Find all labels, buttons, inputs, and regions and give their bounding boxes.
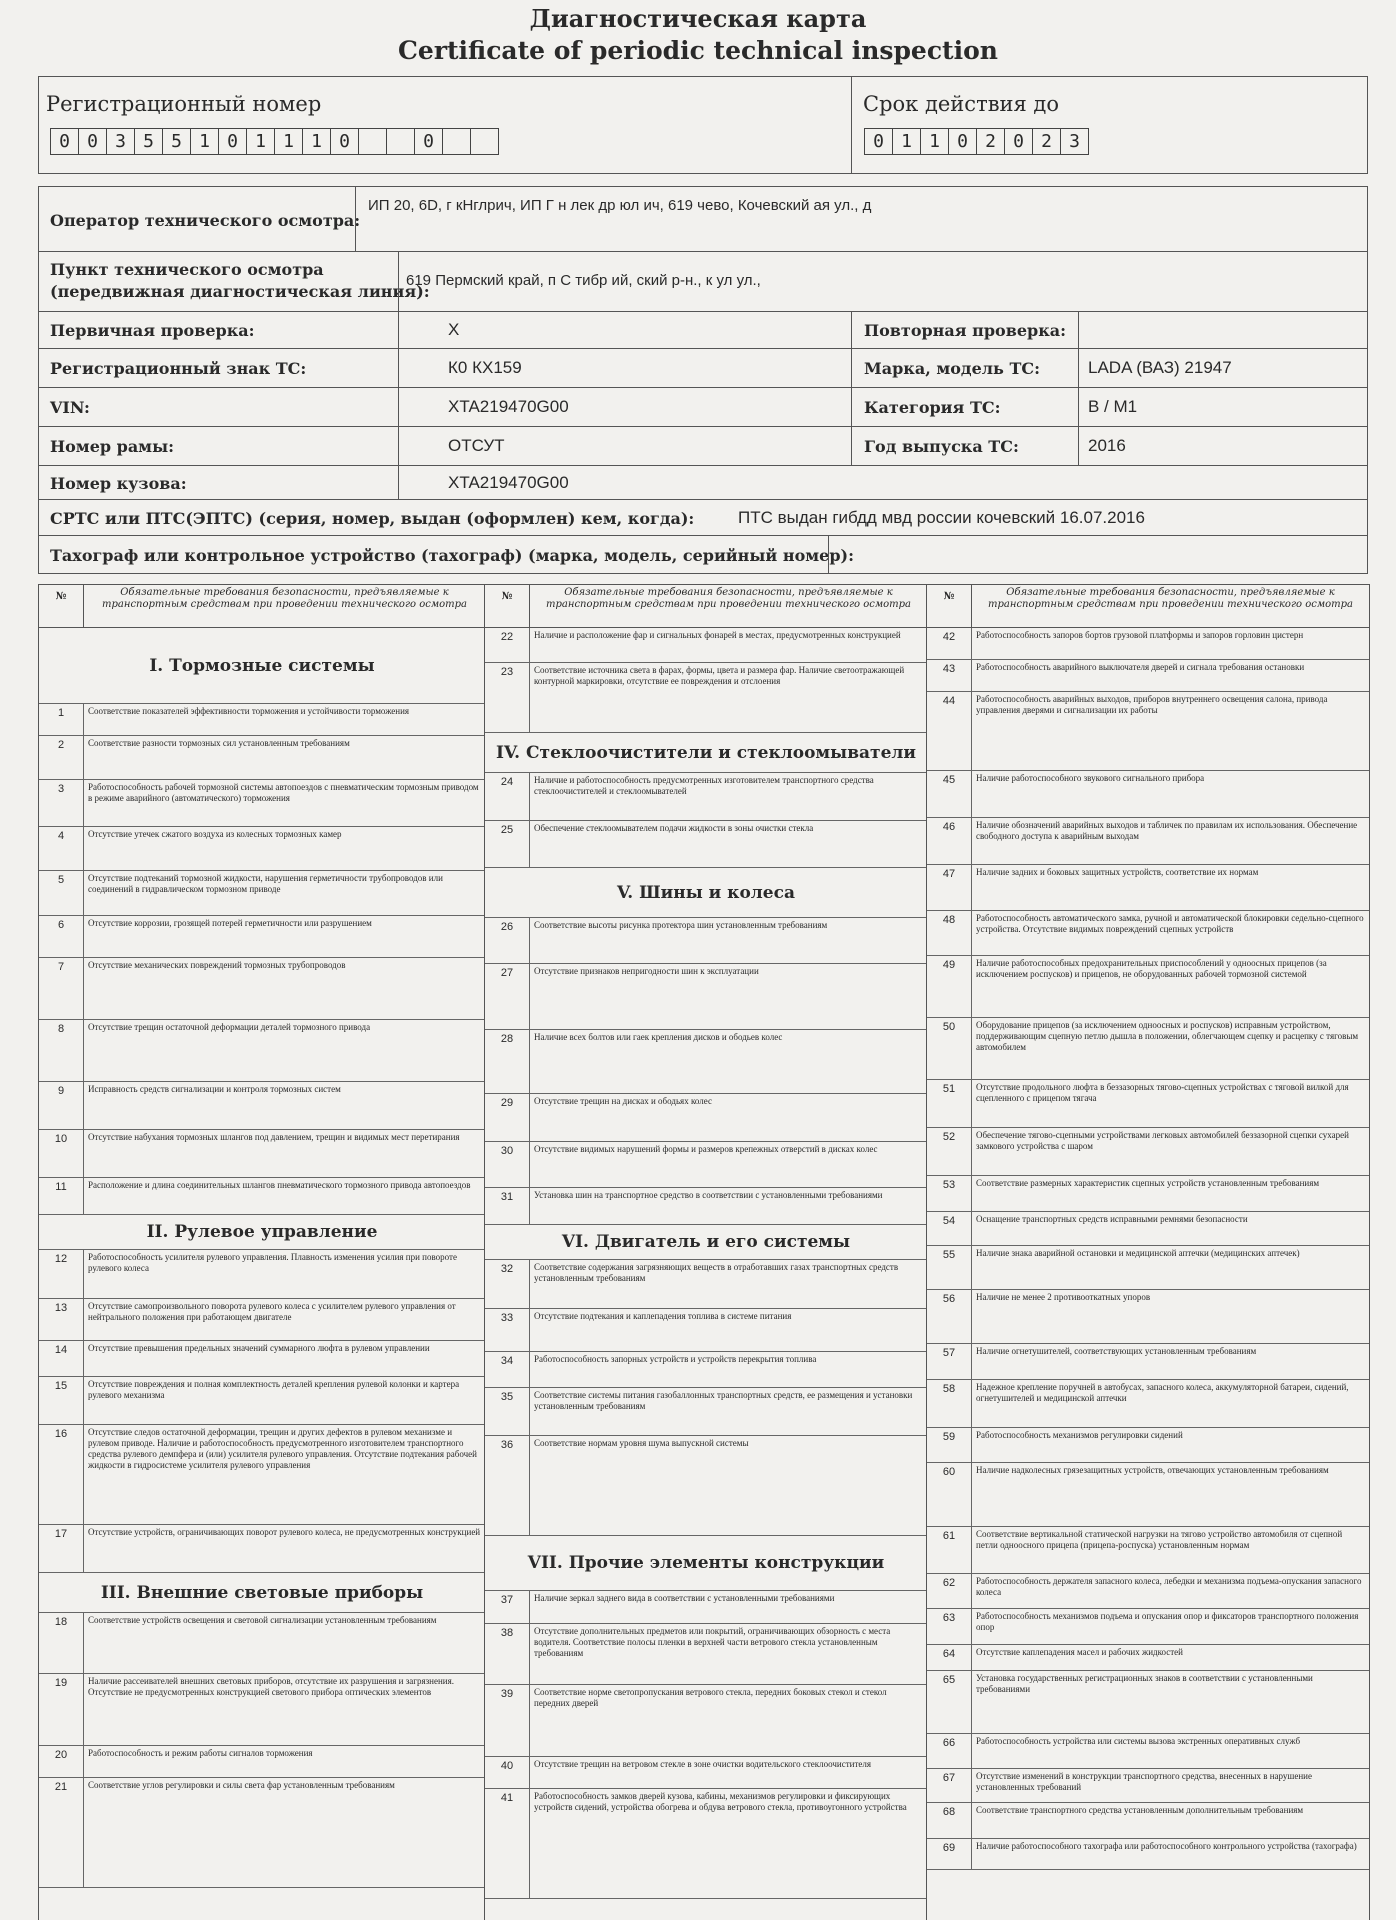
requirement-number: 3 bbox=[39, 780, 84, 826]
year-value: 2016 bbox=[1088, 436, 1126, 455]
requirement-text: Наличие и работоспособность предусмотренных изготовителем транспортного средства стеклоочистителей и стеклоомывателей bbox=[534, 775, 874, 796]
requirement-row bbox=[485, 1624, 927, 1685]
requirement-row bbox=[39, 916, 485, 958]
requirement-number: 43 bbox=[927, 660, 972, 691]
requirement-row bbox=[485, 1789, 927, 1899]
registration-digits bbox=[50, 128, 498, 155]
vin-row bbox=[38, 388, 1368, 427]
requirement-text: Надежное крепление поручней в автобусах, запасного колеса, аккумуляторной батареи, сидений, огнетушителей и медицинской аптечки bbox=[976, 1382, 1349, 1403]
requirement-number: 52 bbox=[927, 1128, 972, 1175]
requirement-row bbox=[485, 1142, 927, 1188]
requirement-text: Установка государственных регистрационных знаков в соответствии с установленными требованиями bbox=[976, 1673, 1313, 1694]
make-value: LADA (ВАЗ) 21947 bbox=[1088, 358, 1232, 377]
reg-sign-row bbox=[38, 349, 1368, 388]
requirement-number: 19 bbox=[39, 1674, 84, 1745]
requirement-text: Отсутствие самопроизвольного поворота рулевого колеса с усилителем рулевого управления от нейтрального положения при работающем двигателе bbox=[88, 1301, 456, 1322]
column-header-number: № bbox=[485, 585, 530, 627]
requirement-number: 31 bbox=[485, 1188, 530, 1224]
requirement-number: 2 bbox=[39, 736, 84, 779]
column-header-number: № bbox=[927, 585, 972, 627]
requirement-text: Наличие обозначений аварийных выходов и табличек по правилам их использования. Обеспечение свободного доступа к аварийным выходам bbox=[976, 820, 1358, 841]
requirement-number: 39 bbox=[485, 1685, 530, 1756]
requirement-text: Соответствие высоты рисунка протектора шин установленным требованиям bbox=[534, 920, 828, 930]
requirement-number: 53 bbox=[927, 1176, 972, 1211]
requirements-column-2 bbox=[484, 584, 927, 1920]
vin-value: XTA219470G00 bbox=[448, 397, 569, 416]
requirement-row bbox=[927, 1574, 1369, 1609]
requirement-number: 37 bbox=[485, 1591, 530, 1623]
requirement-row bbox=[485, 964, 927, 1030]
digit-cell bbox=[358, 128, 387, 155]
digit-cell: 1 bbox=[302, 128, 331, 155]
requirement-number: 41 bbox=[485, 1789, 530, 1898]
requirement-row bbox=[927, 1128, 1369, 1176]
digit-cell: 0 bbox=[78, 128, 107, 155]
requirement-number: 18 bbox=[39, 1613, 84, 1673]
requirement-text: Отсутствие коррозии, грозящей потерей герметичности или разрушением bbox=[88, 918, 372, 928]
requirement-number: 16 bbox=[39, 1425, 84, 1524]
section-title: I. Тормозные системы bbox=[39, 628, 485, 704]
requirements-column-3 bbox=[926, 584, 1370, 1920]
requirement-number: 27 bbox=[485, 964, 530, 1029]
requirement-number: 8 bbox=[39, 1020, 84, 1081]
requirement-row bbox=[927, 1428, 1369, 1463]
frame-value: ОТСУТ bbox=[448, 436, 505, 455]
requirement-text: Соответствие углов регулировки и силы света фар установленным требованиям bbox=[88, 1780, 395, 1790]
requirement-number: 29 bbox=[485, 1094, 530, 1141]
requirement-number: 54 bbox=[927, 1212, 972, 1245]
requirement-text: Наличие работоспособного тахографа или работоспособного контрольного устройства (тахографа) bbox=[976, 1841, 1357, 1851]
operator-row bbox=[38, 186, 1368, 252]
requirement-row bbox=[927, 956, 1369, 1018]
requirement-text: Отсутствие подтекания и каплепадения топлива в системе питания bbox=[534, 1311, 792, 1321]
section-title: II. Рулевое управление bbox=[39, 1215, 485, 1250]
requirement-text: Соответствие содержания загрязняющих веществ в отработавших газах транспортных средств установленным требованиям bbox=[534, 1262, 899, 1283]
tacho-label: Тахограф или контрольное устройство (тахограф) (марка, модель, серийный номер): bbox=[50, 546, 854, 565]
requirement-text: Отсутствие трещин остаточной деформации деталей тормозного привода bbox=[88, 1022, 371, 1032]
requirement-row bbox=[39, 1778, 485, 1888]
requirement-text: Соответствие разности тормозных сил установленным требованиям bbox=[88, 738, 350, 748]
requirement-row bbox=[485, 1188, 927, 1225]
requirement-number: 17 bbox=[39, 1525, 84, 1572]
make-label: Марка, модель ТС: bbox=[864, 359, 1040, 378]
requirement-row bbox=[39, 1613, 485, 1674]
requirement-text: Работоспособность аварийных выходов, приборов внутреннего освещения салона, привода управления дверями и сигнализации их работы bbox=[976, 694, 1328, 715]
requirement-number: 66 bbox=[927, 1734, 972, 1768]
requirement-text: Исправность средств сигнализации и контроля тормозных систем bbox=[88, 1084, 341, 1094]
requirement-row bbox=[927, 1769, 1369, 1803]
requirement-number: 10 bbox=[39, 1130, 84, 1177]
requirement-text: Работоспособность запорных устройств и устройств перекрытия топлива bbox=[534, 1354, 817, 1364]
requirement-number: 24 bbox=[485, 773, 530, 820]
column-header-text: Обязательные требования безопасности, предъявляемые к транспортным средствам при проведении технического осмотра bbox=[988, 587, 1353, 610]
requirement-text: Отсутствие признаков непригодности шин к эксплуатации bbox=[534, 966, 759, 976]
requirement-text: Отсутствие каплепадения масел и рабочих жидкостей bbox=[976, 1647, 1183, 1657]
column-header bbox=[927, 584, 1369, 628]
digit-cell: 1 bbox=[274, 128, 303, 155]
requirement-number: 23 bbox=[485, 663, 530, 732]
digit-cell: 0 bbox=[1004, 128, 1033, 155]
requirement-row bbox=[927, 911, 1369, 956]
requirement-number: 62 bbox=[927, 1574, 972, 1608]
digit-cell: 0 bbox=[948, 128, 977, 155]
requirement-number: 4 bbox=[39, 827, 84, 870]
srts-label: СРТС или ПТС(ЭПТС) (серия, номер, выдан (оформлен) кем, когда): bbox=[50, 509, 695, 528]
requirement-row bbox=[485, 1388, 927, 1436]
point-label-1: Пункт технического осмотра bbox=[50, 260, 324, 279]
digit-cell bbox=[442, 128, 471, 155]
requirement-number: 61 bbox=[927, 1527, 972, 1573]
requirement-number: 64 bbox=[927, 1645, 972, 1670]
requirement-number: 59 bbox=[927, 1428, 972, 1462]
digit-cell: 0 bbox=[50, 128, 79, 155]
requirement-number: 1 bbox=[39, 704, 84, 735]
requirement-row bbox=[485, 918, 927, 964]
requirement-text: Отсутствие дополнительных предметов или покрытий, ограничивающих обзорность с места водителя. Соответствие полосы пленки в верхней части ветрового стекла установленным требованиям bbox=[534, 1626, 891, 1658]
digit-cell: 5 bbox=[162, 128, 191, 155]
requirement-text: Отсутствие механических повреждений тормозных трубопроводов bbox=[88, 960, 346, 970]
requirement-number: 22 bbox=[485, 628, 530, 662]
requirement-row bbox=[927, 1290, 1369, 1344]
digit-cell: 1 bbox=[246, 128, 275, 155]
title-ru: Диагностическая карта bbox=[529, 4, 867, 33]
requirement-number: 34 bbox=[485, 1352, 530, 1387]
validity-label: Срок действия до bbox=[863, 92, 1060, 116]
srts-value: ПТС выдан гибдд мвд россии кочевский 16.07.2016 bbox=[738, 508, 1145, 527]
requirement-row bbox=[39, 780, 485, 827]
requirement-row bbox=[39, 1130, 485, 1178]
requirement-number: 65 bbox=[927, 1671, 972, 1733]
requirement-number: 48 bbox=[927, 911, 972, 955]
requirement-number: 55 bbox=[927, 1246, 972, 1289]
info-divider-b bbox=[851, 312, 852, 466]
digit-cell: 3 bbox=[1060, 128, 1089, 155]
requirement-row bbox=[927, 1671, 1369, 1734]
requirement-number: 32 bbox=[485, 1260, 530, 1308]
requirement-row bbox=[485, 821, 927, 868]
requirement-text: Отсутствие повреждения и полная комплектность деталей крепления рулевой колонки и картера рулевого механизма bbox=[88, 1379, 460, 1400]
requirement-text: Соответствие устройств освещения и световой сигнализации установленным требованиям bbox=[88, 1615, 437, 1625]
requirement-number: 38 bbox=[485, 1624, 530, 1684]
requirement-row bbox=[39, 1377, 485, 1425]
frame-row bbox=[38, 427, 1368, 466]
requirement-number: 67 bbox=[927, 1769, 972, 1802]
requirement-number: 57 bbox=[927, 1344, 972, 1379]
requirement-text: Соответствие транспортного средства установленным дополнительным требованиям bbox=[976, 1805, 1304, 1815]
requirement-text: Наличие знака аварийной остановки и медицинской аптечки (медицинских аптечек) bbox=[976, 1248, 1300, 1258]
requirement-text: Отсутствие набухания тормозных шлангов под давлением, трещин и видимых мест перетирания bbox=[88, 1132, 460, 1142]
point-label-2: (передвижная диагностическая линия): bbox=[50, 282, 430, 301]
requirement-text: Установка шин на транспортное средство в соответствии с установленными требованиями bbox=[534, 1190, 883, 1200]
requirement-row bbox=[927, 1463, 1369, 1527]
requirement-number: 60 bbox=[927, 1463, 972, 1526]
digit-cell bbox=[470, 128, 499, 155]
requirement-text: Наличие не менее 2 противооткатных упоров bbox=[976, 1292, 1151, 1302]
requirement-row bbox=[39, 958, 485, 1020]
point-row bbox=[38, 252, 1368, 312]
requirement-text: Отсутствие изменений в конструкции транспортного средства, внесенных в нарушение установленных требований bbox=[976, 1771, 1312, 1792]
requirement-text: Работоспособность держателя запасного колеса, лебедки и механизма подъема-опускания запасного колеса bbox=[976, 1576, 1362, 1597]
requirement-number: 35 bbox=[485, 1388, 530, 1435]
requirement-text: Отсутствие продольного люфта в беззазорных тягово-сцепных устройствах с тяговой вилкой для сцепленного с прицепом тягача bbox=[976, 1082, 1349, 1103]
srts-row bbox=[38, 500, 1368, 536]
requirement-row bbox=[927, 1803, 1369, 1839]
requirement-row bbox=[485, 1352, 927, 1388]
requirement-row bbox=[39, 1082, 485, 1130]
registration-label: Регистрационный номер bbox=[46, 92, 322, 116]
body-label: Номер кузова: bbox=[50, 474, 187, 493]
requirement-number: 49 bbox=[927, 956, 972, 1017]
requirement-text: Отсутствие трещин на дисках и ободьях колес bbox=[534, 1096, 712, 1106]
requirement-number: 25 bbox=[485, 821, 530, 867]
requirement-text: Наличие всех болтов или гаек крепления дисков и ободьев колес bbox=[534, 1032, 783, 1042]
requirement-row bbox=[39, 1178, 485, 1215]
requirement-text: Наличие огнетушителей, соответствующих установленным требованиям bbox=[976, 1346, 1257, 1356]
requirement-number: 12 bbox=[39, 1250, 84, 1298]
requirement-text: Работоспособность автоматического замка, ручной и автоматической блокировки седельно-сцепного устройства. Отсутствие видимых повреждений сцепных устройств bbox=[976, 913, 1364, 934]
requirement-row bbox=[927, 1344, 1369, 1380]
requirement-row bbox=[927, 1645, 1369, 1671]
requirement-text: Оснащение транспортных средств исправными ремнями безопасности bbox=[976, 1214, 1248, 1224]
requirement-row bbox=[927, 818, 1369, 865]
requirement-row bbox=[485, 1591, 927, 1624]
requirement-row bbox=[39, 827, 485, 871]
column-header bbox=[485, 584, 927, 628]
requirement-text: Соответствие вертикальной статической нагрузки на тягово устройство автомобиля от сцепной петли одноосного прицепа (прицепа-роспуска) установленным нормам bbox=[976, 1529, 1343, 1550]
validity-digits bbox=[864, 128, 1088, 155]
requirement-text: Работоспособность устройства или системы вызова экстренных оперативных служб bbox=[976, 1736, 1301, 1746]
requirement-number: 42 bbox=[927, 628, 972, 659]
requirement-number: 69 bbox=[927, 1839, 972, 1869]
requirement-row bbox=[39, 1525, 485, 1573]
requirement-text: Отсутствие утечек сжатого воздуха из колесных тормозных камер bbox=[88, 829, 342, 839]
requirement-row bbox=[927, 1380, 1369, 1428]
requirement-text: Работоспособность усилителя рулевого управления. Плавность изменения усилия при повороте рулевого колеса bbox=[88, 1252, 457, 1273]
requirement-text: Работоспособность механизмов регулировки сидений bbox=[976, 1430, 1183, 1440]
requirement-row bbox=[485, 1260, 927, 1309]
requirement-number: 63 bbox=[927, 1609, 972, 1644]
primary-value: X bbox=[448, 320, 460, 339]
requirement-row bbox=[927, 1018, 1369, 1080]
digit-cell: 0 bbox=[218, 128, 247, 155]
category-label: Категория ТС: bbox=[864, 398, 1001, 417]
requirement-row bbox=[927, 660, 1369, 692]
column-header-text: Обязательные требования безопасности, предъявляемые к транспортным средствам при проведении технического осмотра bbox=[546, 587, 911, 610]
requirement-text: Соответствие показателей эффективности торможения и устойчивости торможения bbox=[88, 706, 410, 716]
section-title: VI. Двигатель и его системы bbox=[485, 1225, 927, 1260]
requirement-text: Работоспособность запоров бортов грузовой платформы и запоров горловин цистерн bbox=[976, 630, 1304, 640]
registration-box bbox=[38, 76, 1368, 174]
requirement-number: 58 bbox=[927, 1380, 972, 1427]
requirement-text: Отсутствие трещин на ветровом стекле в зоне очистки водительского стеклоочистителя bbox=[534, 1759, 872, 1769]
requirement-number: 21 bbox=[39, 1778, 84, 1887]
tacho-divider bbox=[828, 536, 829, 574]
requirement-row bbox=[927, 1080, 1369, 1128]
point-divider bbox=[398, 252, 399, 312]
requirement-text: Оборудование прицепов (за исключением одноосных и роспусков) исправным устройством, поддерживающим сцепную петлю дышла в положении, облегчающем сцепку и расцепку с тяговым автомобилем bbox=[976, 1020, 1359, 1052]
requirement-row bbox=[485, 1030, 927, 1094]
requirement-row bbox=[485, 663, 927, 733]
requirement-row bbox=[39, 1020, 485, 1082]
requirement-row bbox=[39, 1425, 485, 1525]
requirement-text: Соответствие норме светопропускания ветрового стекла, передних боковых стекол и стекол передних дверей bbox=[534, 1687, 887, 1708]
requirement-row bbox=[39, 871, 485, 916]
requirement-text: Наличие рассеивателей внешних световых приборов, отсутствие их разрушения и загрязнения. Отсутствие не предусмотренных конструкцией светового прибора оптических элементов bbox=[88, 1676, 454, 1697]
vin-label: VIN: bbox=[50, 398, 90, 417]
requirement-text: Обеспечение тягово-сцепными устройствами легковых автомобилей беззазорной сцепки сухарей замкового устройства с шаром bbox=[976, 1130, 1349, 1151]
requirement-row bbox=[927, 1212, 1369, 1246]
digit-cell: 5 bbox=[134, 128, 163, 155]
requirement-number: 40 bbox=[485, 1757, 530, 1788]
digit-cell: 0 bbox=[414, 128, 443, 155]
requirement-row bbox=[39, 1250, 485, 1299]
requirement-number: 44 bbox=[927, 692, 972, 770]
digit-cell: 1 bbox=[892, 128, 921, 155]
body-row bbox=[38, 466, 1368, 500]
reg-sign-value: К0 КХ159 bbox=[448, 358, 522, 377]
requirement-number: 28 bbox=[485, 1030, 530, 1093]
requirement-number: 56 bbox=[927, 1290, 972, 1343]
requirement-number: 30 bbox=[485, 1142, 530, 1187]
requirement-text: Соответствие системы питания газобаллонных транспортных средств, ее размещения и установки установленным требованиям bbox=[534, 1390, 913, 1411]
requirement-text: Отсутствие превышения предельных значений суммарного люфта в рулевом управлении bbox=[88, 1343, 430, 1353]
registration-divider bbox=[851, 76, 852, 174]
requirement-number: 68 bbox=[927, 1803, 972, 1838]
digit-cell: 0 bbox=[330, 128, 359, 155]
requirement-number: 26 bbox=[485, 918, 530, 963]
requirements-column-1 bbox=[38, 584, 485, 1920]
section-title: IV. Стеклоочистители и стеклоомыватели bbox=[485, 733, 927, 773]
requirement-text: Отсутствие устройств, ограничивающих поворот рулевого колеса, не предусмотренных конструкцией bbox=[88, 1527, 481, 1537]
requirement-row bbox=[485, 1309, 927, 1352]
column-header-text: Обязательные требования безопасности, предъявляемые к транспортным средствам при проведении технического осмотра bbox=[102, 587, 467, 610]
primary-row bbox=[38, 312, 1368, 349]
requirement-number: 51 bbox=[927, 1080, 972, 1127]
requirement-row bbox=[927, 865, 1369, 911]
requirement-row bbox=[485, 1436, 927, 1536]
digit-cell: 0 bbox=[864, 128, 893, 155]
tacho-row bbox=[38, 536, 1368, 574]
section-title: VII. Прочие элементы конструкции bbox=[485, 1536, 927, 1591]
requirement-number: 13 bbox=[39, 1299, 84, 1340]
info-divider-c bbox=[1078, 312, 1079, 466]
requirement-row bbox=[485, 1757, 927, 1789]
requirement-row bbox=[927, 692, 1369, 771]
column-header-number: № bbox=[39, 585, 84, 627]
digit-cell bbox=[386, 128, 415, 155]
requirement-number: 46 bbox=[927, 818, 972, 864]
requirement-row bbox=[39, 1746, 485, 1778]
requirement-text: Работоспособность аварийного выключателя дверей и сигнала требования остановки bbox=[976, 662, 1305, 672]
operator-divider bbox=[355, 186, 356, 252]
requirement-row bbox=[39, 1299, 485, 1341]
requirement-text: Соответствие нормам уровня шума выпускной системы bbox=[534, 1438, 749, 1448]
requirement-row bbox=[39, 736, 485, 780]
requirement-number: 45 bbox=[927, 771, 972, 817]
requirement-text: Наличие зеркал заднего вида в соответствии с установленными требованиями bbox=[534, 1593, 835, 1603]
category-value: B / M1 bbox=[1088, 397, 1138, 416]
requirement-number: 36 bbox=[485, 1436, 530, 1535]
requirement-text: Соответствие размерных характеристик сцепных устройств установленным требованиям bbox=[976, 1178, 1320, 1188]
title-en: Certificate of periodic technical inspection bbox=[398, 36, 998, 65]
requirement-number: 6 bbox=[39, 916, 84, 957]
column-header bbox=[39, 584, 485, 628]
requirement-text: Работоспособность механизмов подъема и опускания опор и фиксаторов транспортного положения опор bbox=[976, 1611, 1359, 1632]
requirement-text: Наличие работоспособных предохранительных приспособлений у одноосных прицепов (за исключением роспусков) и прицепов, не оборудованных рабочей тормозной системой bbox=[976, 958, 1327, 979]
section-title: III. Внешние световые приборы bbox=[39, 1573, 485, 1613]
reg-sign-label: Регистрационный знак ТС: bbox=[50, 359, 307, 378]
requirement-number: 7 bbox=[39, 958, 84, 1019]
requirement-row bbox=[927, 1609, 1369, 1645]
requirement-text: Отсутствие видимых нарушений формы и размеров крепежных отверстий в дисках колес bbox=[534, 1144, 878, 1154]
section-title: V. Шины и колеса bbox=[485, 868, 927, 918]
requirement-text: Отсутствие следов остаточной деформации, трещин и других дефектов в рулевом механизме и рулевом приводе. Наличие и работоспособность предусмотренного изготовителем транспортного средства рулевого демпфера и (или) усилителя рулевого управления. Отсутствие подтекания рабочей жидкости в гидросистеме усилителя рулевого управления bbox=[88, 1427, 477, 1470]
requirement-text: Наличие и расположение фар и сигнальных фонарей в местах, предусмотренных конструкцией bbox=[534, 630, 901, 640]
requirement-row bbox=[927, 1734, 1369, 1769]
requirement-number: 47 bbox=[927, 865, 972, 910]
requirement-text: Отсутствие подтеканий тормозной жидкости, нарушения герметичности трубопроводов или соединений в гидравлическом тормозном приводе bbox=[88, 873, 443, 894]
operator-label: Оператор технического осмотра: bbox=[50, 211, 361, 230]
requirement-number: 15 bbox=[39, 1377, 84, 1424]
requirement-row bbox=[927, 1246, 1369, 1290]
requirement-row bbox=[927, 1839, 1369, 1870]
year-label: Год выпуска ТС: bbox=[864, 437, 1019, 456]
primary-label: Первичная проверка: bbox=[50, 321, 255, 340]
digit-cell: 2 bbox=[976, 128, 1005, 155]
requirement-row bbox=[485, 773, 927, 821]
requirement-text: Наличие надколесных грязезащитных устройств, отвечающих установленным требованиям bbox=[976, 1465, 1329, 1475]
requirement-row bbox=[927, 1176, 1369, 1212]
operator-value: ИП 20, 6D, г кНглрич, ИП Г н лек др юл ич, 619 чево, Кочевский ая ул., д bbox=[368, 197, 872, 214]
requirement-row bbox=[485, 628, 927, 663]
requirement-text: Обеспечение стеклоомывателем подачи жидкости в зоны очистки стекла bbox=[534, 823, 814, 833]
requirement-number: 9 bbox=[39, 1082, 84, 1129]
requirement-row bbox=[485, 1094, 927, 1142]
requirement-text: Наличие задних и боковых защитных устройств, соответствие их нормам bbox=[976, 867, 1259, 877]
requirement-row bbox=[927, 771, 1369, 818]
point-value: 619 Пермский край, п С тибр ий, ский р-н., к ул ул., bbox=[406, 272, 761, 289]
info-divider-a bbox=[398, 312, 399, 500]
digit-cell: 3 bbox=[106, 128, 135, 155]
requirement-text: Работоспособность и режим работы сигналов торможения bbox=[88, 1748, 313, 1758]
requirement-number: 5 bbox=[39, 871, 84, 915]
digit-cell: 1 bbox=[190, 128, 219, 155]
requirement-text: Соответствие источника света в фарах, формы, цвета и размера фар. Наличие светоотражающей контурной маркировки, отсутствие ее повреждения и отслоения bbox=[534, 665, 905, 686]
repeat-label: Повторная проверка: bbox=[864, 321, 1067, 340]
requirement-row bbox=[927, 1527, 1369, 1574]
requirement-number: 33 bbox=[485, 1309, 530, 1351]
requirement-row bbox=[39, 1341, 485, 1377]
requirement-row bbox=[39, 704, 485, 736]
body-value: XTA219470G00 bbox=[448, 473, 569, 492]
requirement-text: Работоспособность рабочей тормозной системы автопоездов с пневматическим тормозным приводом в режиме аварийного (автоматического) торможения bbox=[88, 782, 479, 803]
digit-cell: 1 bbox=[920, 128, 949, 155]
frame-label: Номер рамы: bbox=[50, 437, 175, 456]
requirement-number: 14 bbox=[39, 1341, 84, 1376]
requirement-number: 20 bbox=[39, 1746, 84, 1777]
requirement-text: Расположение и длина соединительных шлангов пневматического тормозного привода автопоездов bbox=[88, 1180, 471, 1190]
requirement-text: Работоспособность замков дверей кузова, кабины, механизмов регулировки и фиксирующих устройств сидений, устройства обогрева и обдува ветрового стекла, противоугонного устройства bbox=[534, 1791, 907, 1812]
requirement-row bbox=[485, 1685, 927, 1757]
digit-cell: 2 bbox=[1032, 128, 1061, 155]
requirement-row bbox=[39, 1674, 485, 1746]
requirement-number: 50 bbox=[927, 1018, 972, 1079]
requirement-number: 11 bbox=[39, 1178, 84, 1214]
requirement-text: Наличие работоспособного звукового сигнального прибора bbox=[976, 773, 1205, 783]
requirement-row bbox=[927, 628, 1369, 660]
